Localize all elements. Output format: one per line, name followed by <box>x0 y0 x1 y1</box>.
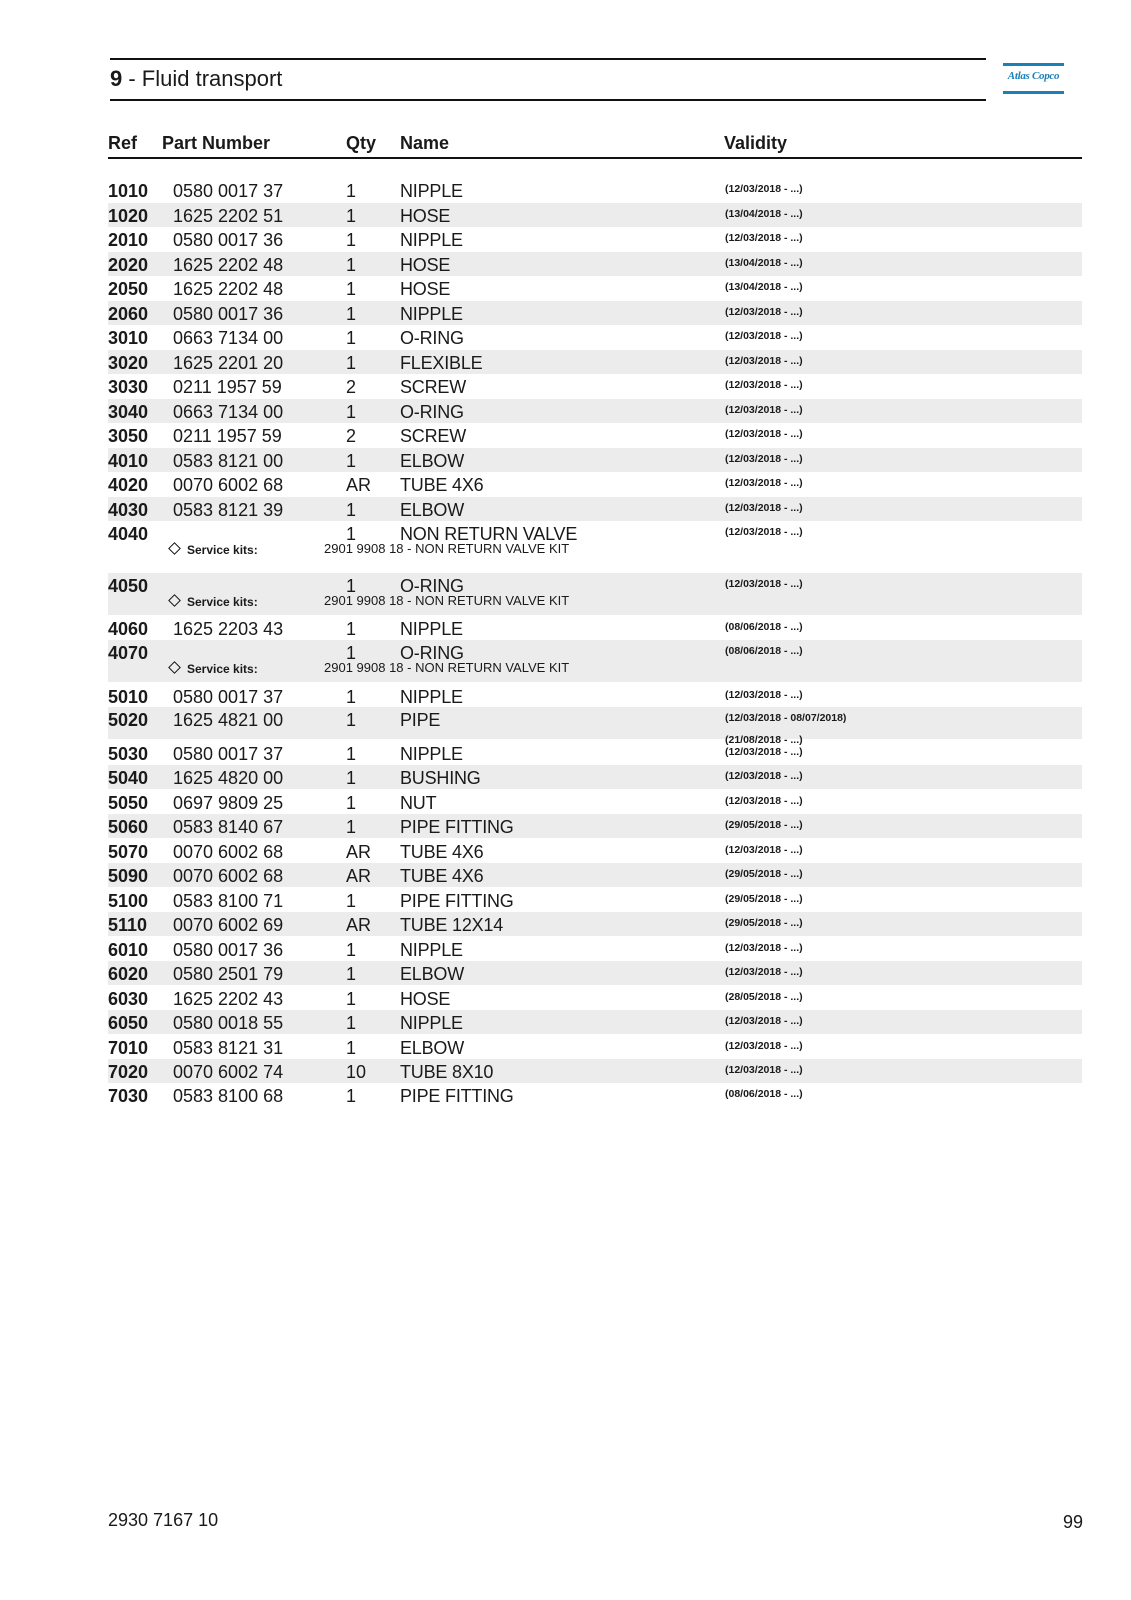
part-number-cell: 1625 4821 00 <box>173 710 284 730</box>
part-number-cell: 0583 8121 39 <box>173 500 284 520</box>
qty-cell: 1 <box>346 500 357 520</box>
qty-cell: 1 <box>346 206 357 226</box>
table-row <box>108 741 1082 765</box>
table-row <box>108 790 1082 814</box>
table-row <box>108 640 1082 682</box>
validity-line: (12/03/2018 - ...) <box>725 942 803 954</box>
validity-cell <box>725 616 803 638</box>
qty-cell: 2 <box>346 426 357 446</box>
name-cell: O-RING <box>400 576 464 596</box>
section-title-text: - Fluid transport <box>122 66 283 91</box>
table-row <box>108 814 1082 838</box>
name-cell: NIPPLE <box>400 304 463 324</box>
qty-cell: 1 <box>346 328 357 348</box>
validity-cell <box>725 325 803 347</box>
table-row <box>108 986 1082 1010</box>
validity-line: (12/03/2018 - ...) <box>725 578 803 590</box>
qty-cell: 1 <box>346 793 357 813</box>
column-header-validity: Validity <box>724 133 788 153</box>
name-cell: NIPPLE <box>400 181 463 201</box>
name-cell: NUT <box>400 793 437 813</box>
name-cell: ELBOW <box>400 1038 465 1058</box>
logo-bar-bottom <box>1003 91 1064 94</box>
table-row <box>108 521 1082 567</box>
validity-line: (12/03/2018 - ...) <box>725 306 803 318</box>
name-cell: PIPE FITTING <box>400 891 514 911</box>
part-number-cell: 0070 6002 68 <box>173 866 284 886</box>
ref-cell: 7030 <box>108 1086 149 1106</box>
service-kits-label <box>170 595 258 609</box>
validity-cell <box>725 912 803 934</box>
header-rule-bottom <box>110 99 986 101</box>
ref-cell: 1020 <box>108 206 149 226</box>
name-cell: NON RETURN VALVE <box>400 524 578 544</box>
qty-cell: 1 <box>346 255 357 275</box>
validity-cell <box>725 521 803 543</box>
part-number-cell: 0583 8100 71 <box>173 891 284 911</box>
ref-cell: 2010 <box>108 230 149 250</box>
validity-cell <box>725 863 803 885</box>
table-row <box>108 301 1082 325</box>
table-row <box>108 350 1082 374</box>
ref-cell: 6030 <box>108 989 149 1009</box>
ref-cell: 3010 <box>108 328 149 348</box>
validity-line: (12/03/2018 - ...) <box>725 502 803 514</box>
part-number-cell: 0580 0017 36 <box>173 230 284 250</box>
part-number-cell: 1625 2201 20 <box>173 353 284 373</box>
table-row <box>108 276 1082 300</box>
part-number-cell: 1625 4820 00 <box>173 768 284 788</box>
table-row <box>108 203 1082 227</box>
name-cell: ELBOW <box>400 500 465 520</box>
validity-line: (12/03/2018 - ...) <box>725 746 803 758</box>
qty-cell: 1 <box>346 643 357 663</box>
name-cell: FLEXIBLE <box>400 353 483 373</box>
qty-cell: AR <box>346 475 372 495</box>
validity-cell <box>725 986 803 1008</box>
table-row <box>108 374 1082 398</box>
qty-cell: 1 <box>346 304 357 324</box>
qty-cell: 1 <box>346 989 357 1009</box>
ref-cell: 5090 <box>108 866 149 886</box>
ref-cell: 4070 <box>108 643 149 663</box>
ref-cell: 3020 <box>108 353 149 373</box>
qty-cell: 1 <box>346 619 357 639</box>
qty-cell: 2 <box>346 377 357 397</box>
table-row <box>108 937 1082 961</box>
qty-cell: 1 <box>346 524 357 544</box>
part-number-cell: 0070 6002 74 <box>173 1062 284 1082</box>
ref-cell: 4030 <box>108 500 149 520</box>
qty-cell: AR <box>346 915 372 935</box>
column-header-ref: Ref <box>108 133 138 153</box>
qty-cell: 1 <box>346 710 357 730</box>
ref-cell: 4060 <box>108 619 149 639</box>
validity-line: (12/03/2018 - ...) <box>725 689 803 701</box>
validity-cell <box>725 640 803 662</box>
part-number-cell: 1625 2203 43 <box>173 619 284 639</box>
validity-line: (12/03/2018 - ...) <box>725 966 803 978</box>
validity-cell <box>725 497 803 519</box>
name-cell: TUBE 12X14 <box>400 915 504 935</box>
validity-line: (13/04/2018 - ...) <box>725 208 803 220</box>
name-cell: TUBE 4X6 <box>400 842 484 862</box>
name-cell: ELBOW <box>400 451 465 471</box>
table-row <box>108 839 1082 863</box>
ref-cell: 3040 <box>108 402 149 422</box>
ref-cell: 4050 <box>108 576 149 596</box>
validity-cell <box>725 684 803 706</box>
validity-cell <box>725 178 803 200</box>
part-number-cell: 0580 0017 36 <box>173 304 284 324</box>
qty-cell: 1 <box>346 940 357 960</box>
validity-cell <box>725 573 803 595</box>
ref-cell: 5100 <box>108 891 149 911</box>
validity-cell <box>725 399 803 421</box>
validity-cell <box>725 472 803 494</box>
page-number: 99 <box>1063 1512 1084 1532</box>
validity-line: (12/03/2018 - ...) <box>725 330 803 342</box>
qty-cell: 1 <box>346 402 357 422</box>
service-kits-text: Service kits: <box>187 595 258 609</box>
ref-cell: 5070 <box>108 842 149 862</box>
document-number: 2930 7167 10 <box>108 1510 219 1530</box>
validity-line: (29/05/2018 - ...) <box>725 819 803 831</box>
validity-line: (12/03/2018 - ...) <box>725 1064 803 1076</box>
table-row <box>108 227 1082 251</box>
table-row <box>108 1083 1082 1107</box>
service-kits-label <box>170 662 258 676</box>
part-number-cell: 1625 2202 51 <box>173 206 284 226</box>
validity-line: (28/05/2018 - ...) <box>725 991 803 1003</box>
table-row <box>108 616 1082 640</box>
validity-cell <box>725 888 803 910</box>
validity-cell <box>725 252 803 274</box>
diamond-icon <box>168 594 181 607</box>
validity-cell <box>725 961 803 983</box>
table-row <box>108 497 1082 521</box>
table-row <box>108 684 1082 708</box>
header-underline <box>108 157 1082 159</box>
diamond-icon <box>168 542 181 555</box>
column-header-part-number: Part Number <box>162 133 271 153</box>
table-row <box>108 1059 1082 1083</box>
ref-cell: 5040 <box>108 768 149 788</box>
ref-cell: 5010 <box>108 687 149 707</box>
validity-line: (12/03/2018 - ...) <box>725 477 803 489</box>
name-cell: SCREW <box>400 377 466 397</box>
validity-cell <box>725 1083 803 1105</box>
name-cell: HOSE <box>400 255 451 275</box>
validity-line: (12/03/2018 - ...) <box>725 355 803 367</box>
name-cell: SCREW <box>400 426 466 446</box>
part-number-cell: 0580 0017 37 <box>173 744 284 764</box>
service-kit-reference: 2901 9908 18 - NON RETURN VALVE KIT <box>324 541 570 556</box>
name-cell: O-RING <box>400 402 464 422</box>
table-row <box>108 448 1082 472</box>
part-number-cell: 1625 2202 43 <box>173 989 284 1009</box>
service-kit-reference: 2901 9908 18 - NON RETURN VALVE KIT <box>324 660 570 675</box>
logo-text: Atlas Copco <box>1007 70 1060 82</box>
ref-cell: 5110 <box>108 915 148 935</box>
part-number-cell: 0583 8140 67 <box>173 817 284 837</box>
validity-line: (12/03/2018 - 08/07/2018) <box>725 712 847 724</box>
qty-cell: 1 <box>346 891 357 911</box>
qty-cell: 1 <box>346 817 357 837</box>
ref-cell: 5030 <box>108 744 149 764</box>
header-rule-top <box>110 58 986 60</box>
ref-cell: 7020 <box>108 1062 149 1082</box>
part-number-cell: 0211 1957 59 <box>173 426 282 446</box>
part-number-cell: 1625 2202 48 <box>173 255 284 275</box>
qty-cell: 1 <box>346 576 357 596</box>
qty-cell: AR <box>346 866 372 886</box>
validity-line: (12/03/2018 - ...) <box>725 770 803 782</box>
part-number-cell: 0663 7134 00 <box>173 402 284 422</box>
name-cell: PIPE FITTING <box>400 817 514 837</box>
part-number-cell: 0070 6002 68 <box>173 475 284 495</box>
table-row <box>108 961 1082 985</box>
section-title <box>110 66 282 92</box>
name-cell: HOSE <box>400 206 451 226</box>
validity-line: (29/05/2018 - ...) <box>725 868 803 880</box>
part-number-cell: 0697 9809 25 <box>173 793 284 813</box>
name-cell: BUSHING <box>400 768 481 788</box>
validity-line: (12/03/2018 - ...) <box>725 453 803 465</box>
table-row <box>108 423 1082 447</box>
validity-line: (08/06/2018 - ...) <box>725 645 803 657</box>
table-row <box>108 178 1082 202</box>
validity-line: (13/04/2018 - ...) <box>725 281 803 293</box>
part-number-cell: 0583 8100 68 <box>173 1086 284 1106</box>
ref-cell: 6020 <box>108 964 149 984</box>
validity-cell <box>725 790 803 812</box>
qty-cell: 1 <box>346 744 357 764</box>
service-kits-text: Service kits: <box>187 662 258 676</box>
ref-cell: 2060 <box>108 304 149 324</box>
validity-line: (12/03/2018 - ...) <box>725 795 803 807</box>
name-cell: NIPPLE <box>400 619 463 639</box>
name-cell: NIPPLE <box>400 687 463 707</box>
part-number-cell: 0580 2501 79 <box>173 964 284 984</box>
name-cell: PIPE <box>400 710 441 730</box>
service-kits-label <box>170 543 258 557</box>
qty-cell: 1 <box>346 687 357 707</box>
ref-cell: 5020 <box>108 710 149 730</box>
validity-line: (13/04/2018 - ...) <box>725 257 803 269</box>
table-row <box>108 863 1082 887</box>
validity-line: (12/03/2018 - ...) <box>725 526 803 538</box>
table-row <box>108 707 1082 746</box>
qty-cell: AR <box>346 842 372 862</box>
ref-cell: 6010 <box>108 940 149 960</box>
validity-line: (12/03/2018 - ...) <box>725 183 803 195</box>
logo-bar-top <box>1003 63 1064 66</box>
validity-line: (29/05/2018 - ...) <box>725 893 803 905</box>
name-cell: TUBE 4X6 <box>400 475 484 495</box>
validity-cell <box>725 448 803 470</box>
validity-line: (29/05/2018 - ...) <box>725 917 803 929</box>
validity-line: (12/03/2018 - ...) <box>725 1015 803 1027</box>
table-row <box>108 1010 1082 1034</box>
name-cell: PIPE FITTING <box>400 1086 514 1106</box>
ref-cell: 2050 <box>108 279 149 299</box>
column-header-qty: Qty <box>346 133 377 153</box>
qty-cell: 10 <box>346 1062 367 1082</box>
qty-cell: 1 <box>346 181 357 201</box>
validity-line: (08/06/2018 - ...) <box>725 621 803 633</box>
validity-cell <box>725 1010 803 1032</box>
qty-cell: 1 <box>346 1013 357 1033</box>
name-cell: NIPPLE <box>400 1013 463 1033</box>
service-kit-reference: 2901 9908 18 - NON RETURN VALVE KIT <box>324 593 570 608</box>
part-number-cell: 0070 6002 68 <box>173 842 284 862</box>
part-number-cell: 0583 8121 31 <box>173 1038 284 1058</box>
part-number-cell: 0580 0018 55 <box>173 1013 284 1033</box>
validity-cell <box>725 203 803 225</box>
part-number-cell: 0070 6002 69 <box>173 915 284 935</box>
validity-cell <box>725 839 803 861</box>
validity-line: (12/03/2018 - ...) <box>725 404 803 416</box>
validity-line: (08/06/2018 - ...) <box>725 1088 803 1100</box>
validity-cell <box>725 765 803 787</box>
ref-cell: 4040 <box>108 524 149 544</box>
qty-cell: 1 <box>346 1086 357 1106</box>
qty-cell: 1 <box>346 353 357 373</box>
name-cell: NIPPLE <box>400 744 463 764</box>
atlas-copco-logo <box>1003 63 1064 95</box>
ref-cell: 5050 <box>108 793 149 813</box>
validity-line: (12/03/2018 - ...) <box>725 232 803 244</box>
part-number-cell: 0580 0017 37 <box>173 181 284 201</box>
part-number-cell: 0580 0017 37 <box>173 687 284 707</box>
qty-cell: 1 <box>346 1038 357 1058</box>
validity-cell <box>725 937 803 959</box>
validity-cell <box>725 227 803 249</box>
diamond-icon <box>168 661 181 674</box>
name-cell: O-RING <box>400 328 464 348</box>
table-row <box>108 888 1082 912</box>
name-cell: NIPPLE <box>400 940 463 960</box>
part-number-cell: 1625 2202 48 <box>173 279 284 299</box>
validity-cell <box>725 276 803 298</box>
part-number-cell: 0583 8121 00 <box>173 451 284 471</box>
table-row <box>108 1035 1082 1059</box>
qty-cell: 1 <box>346 451 357 471</box>
table-row <box>108 325 1082 349</box>
ref-cell: 3050 <box>108 426 149 446</box>
name-cell: HOSE <box>400 279 451 299</box>
ref-cell: 4020 <box>108 475 149 495</box>
qty-cell: 1 <box>346 230 357 250</box>
name-cell: ELBOW <box>400 964 465 984</box>
qty-cell: 1 <box>346 279 357 299</box>
name-cell: O-RING <box>400 643 464 663</box>
qty-cell: 1 <box>346 768 357 788</box>
validity-cell <box>725 814 803 836</box>
name-cell: NIPPLE <box>400 230 463 250</box>
validity-cell <box>725 741 803 763</box>
ref-cell: 2020 <box>108 255 149 275</box>
name-cell: TUBE 8X10 <box>400 1062 494 1082</box>
validity-cell <box>725 350 803 372</box>
name-cell: HOSE <box>400 989 451 1009</box>
name-cell: TUBE 4X6 <box>400 866 484 886</box>
validity-line: (21/08/2018 - ...) <box>725 734 803 746</box>
table-row <box>108 472 1082 496</box>
validity-cell <box>725 301 803 323</box>
table-row <box>108 252 1082 276</box>
validity-line: (12/03/2018 - ...) <box>725 428 803 440</box>
column-header-name: Name <box>400 133 450 153</box>
validity-cell <box>725 374 803 396</box>
validity-line: (12/03/2018 - ...) <box>725 379 803 391</box>
part-number-cell: 0580 0017 36 <box>173 940 284 960</box>
validity-cell <box>725 1059 803 1081</box>
service-kits-text: Service kits: <box>187 543 258 557</box>
part-number-cell: 0211 1957 59 <box>173 377 282 397</box>
qty-cell: 1 <box>346 964 357 984</box>
ref-cell: 1010 <box>108 181 149 201</box>
part-number-cell: 0663 7134 00 <box>173 328 284 348</box>
validity-line: (12/03/2018 - ...) <box>725 1040 803 1052</box>
validity-cell <box>725 1035 803 1057</box>
ref-cell: 5060 <box>108 817 149 837</box>
validity-line: (12/03/2018 - ...) <box>725 844 803 856</box>
table-row <box>108 573 1082 615</box>
section-number: 9 <box>110 66 123 91</box>
ref-cell: 7010 <box>108 1038 149 1058</box>
ref-cell: 6050 <box>108 1013 149 1033</box>
table-row <box>108 912 1082 936</box>
table-row <box>108 765 1082 789</box>
ref-cell: 4010 <box>108 451 149 471</box>
validity-cell <box>725 423 803 445</box>
table-row <box>108 399 1082 423</box>
ref-cell: 3030 <box>108 377 149 397</box>
